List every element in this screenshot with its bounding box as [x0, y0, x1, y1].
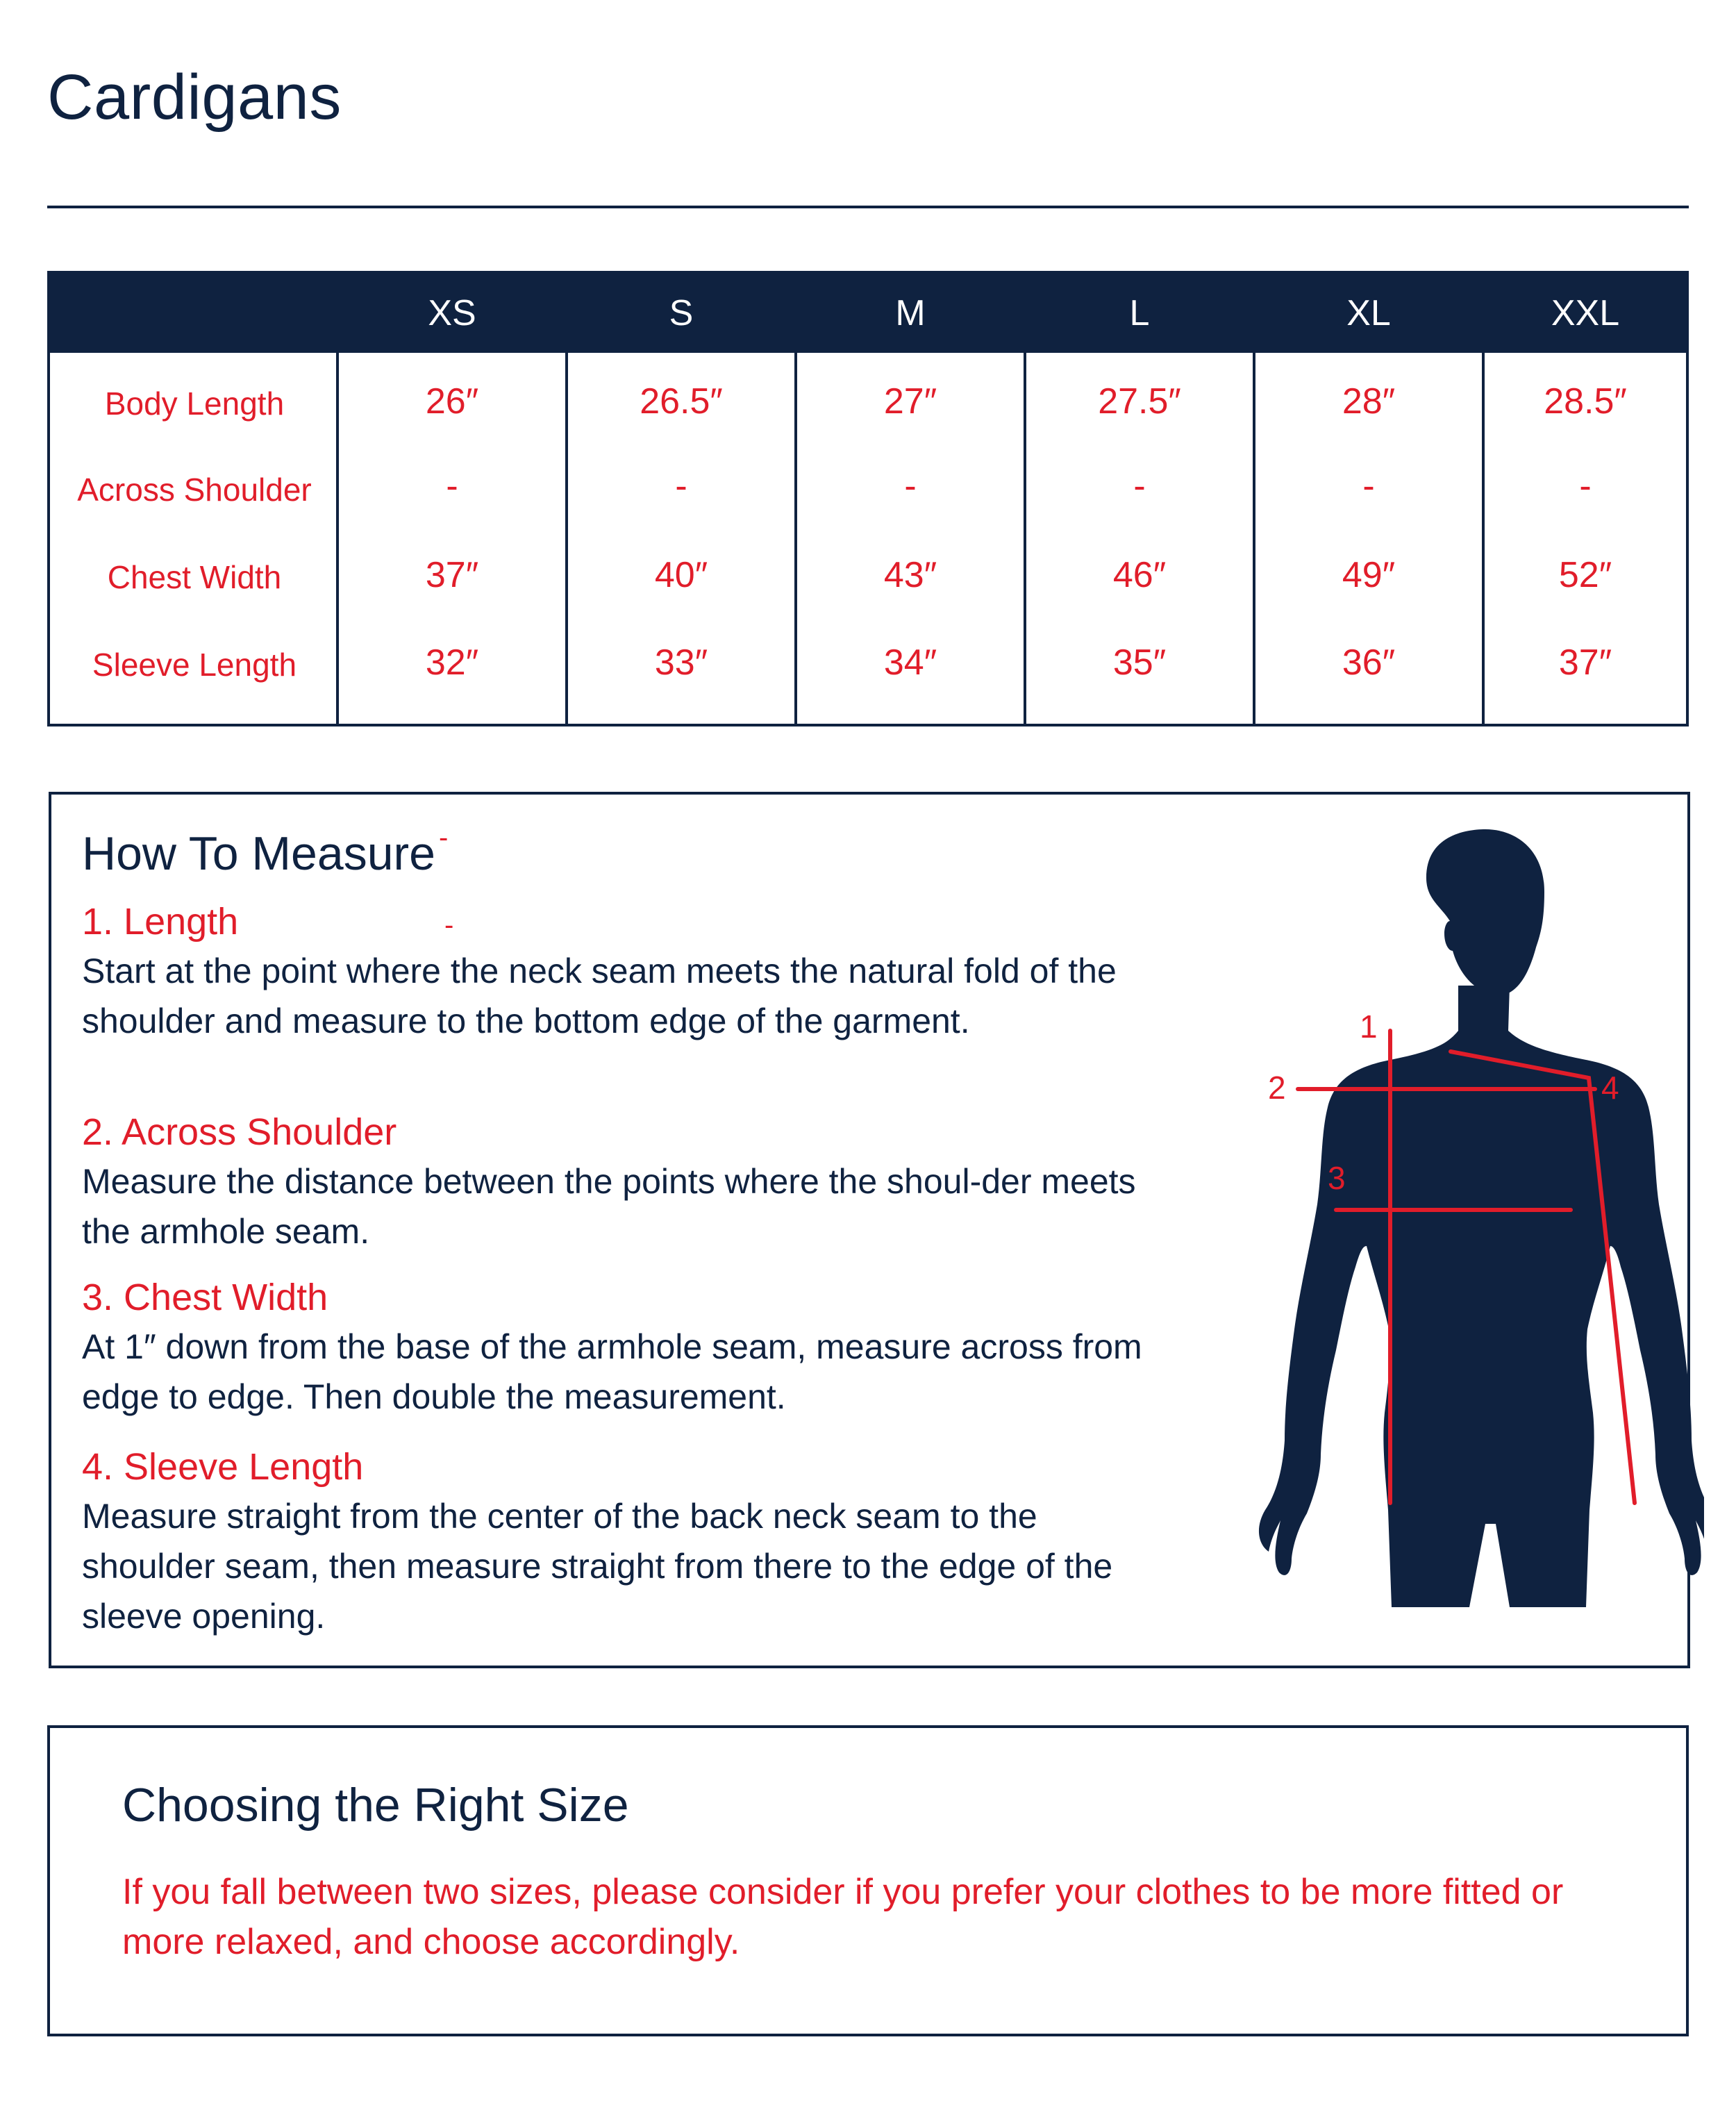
- size-chart-table: [47, 271, 1689, 726]
- table-cell: 52″: [1558, 555, 1612, 595]
- row-label-across-shoulder: Across Shoulder: [77, 472, 312, 508]
- size-header-xxl: XXL: [1551, 293, 1620, 333]
- step-heading-sleeve-length: 4. Sleeve Length: [82, 1446, 364, 1488]
- choosing-size-panel: [47, 1725, 1689, 2036]
- table-cell: 28″: [1342, 381, 1396, 422]
- marker-4: 4: [1601, 1070, 1619, 1106]
- table-cell: 43″: [883, 555, 937, 595]
- row-label-body-length: Body Length: [104, 385, 285, 422]
- step-heading-length: 1. Length: [82, 901, 239, 942]
- table-cell: 34″: [883, 642, 937, 683]
- table-cell: 26″: [425, 381, 479, 422]
- how-to-measure-title: How To Measure: [82, 827, 435, 880]
- table-cell: 27.5″: [1098, 381, 1181, 422]
- choosing-size-title: Choosing the Right Size: [122, 1779, 629, 1832]
- table-cell: 26.5″: [640, 381, 723, 422]
- row-label-chest-width: Chest Width: [107, 559, 282, 595]
- choosing-size-text: If you fall between two sizes, please consider if you prefer your clothes to be more fitted or more relaxed, and choose accordingly.: [122, 1872, 1564, 1962]
- row-label-sleeve-length: Sleeve Length: [92, 647, 297, 683]
- title-divider: [47, 206, 1689, 208]
- table-cell: 46″: [1112, 555, 1167, 595]
- step-text-length: Start at the point where the neck seam meets the natural fold of the shoulder and measure to the bottom edge of the garment.: [82, 952, 1117, 1040]
- marker-3: 3: [1328, 1160, 1346, 1196]
- body-silhouette-icon: [1259, 829, 1704, 1607]
- size-header-l: L: [1129, 293, 1150, 333]
- size-header-xl: XL: [1346, 293, 1391, 333]
- step-text-across-shoulder: Measure the distance between the points where the shoul-der meets the armhole seam.: [82, 1162, 1136, 1251]
- table-cell: 33″: [654, 642, 708, 683]
- table-cell: -: [675, 466, 687, 506]
- measurement-figure: [1218, 829, 1704, 1635]
- marker-1: 1: [1360, 1008, 1378, 1045]
- step-text-sleeve-length: Measure straight from the center of the back neck seam to the shoulder seam, then measure straight from there to the edge of the sleeve opening.: [82, 1497, 1113, 1636]
- stray-mark: -: [439, 822, 449, 853]
- size-header-s: S: [669, 293, 694, 333]
- table-cell: -: [1133, 466, 1146, 506]
- step-heading-chest-width: 3. Chest Width: [82, 1277, 328, 1318]
- table-header-row: [50, 274, 1686, 353]
- marker-2: 2: [1268, 1070, 1286, 1106]
- table-cell: 37″: [425, 555, 479, 595]
- table-cell: -: [1362, 466, 1375, 506]
- size-header-m: M: [895, 293, 926, 333]
- table-cell: 27″: [883, 381, 937, 422]
- table-cell: -: [1579, 466, 1592, 506]
- table-cell: 32″: [425, 642, 479, 683]
- table-cell: 37″: [1558, 642, 1612, 683]
- table-cell: -: [904, 466, 917, 506]
- size-header-xs: XS: [428, 293, 476, 333]
- table-cell: 49″: [1342, 555, 1396, 595]
- page-title: Cardigans: [47, 62, 342, 133]
- table-cell: 35″: [1112, 642, 1167, 683]
- stray-mark: -: [444, 910, 454, 940]
- table-cell: 28.5″: [1544, 381, 1627, 422]
- table-cell: 36″: [1342, 642, 1396, 683]
- table-cell: -: [446, 466, 458, 506]
- step-heading-across-shoulder: 2. Across Shoulder: [82, 1111, 397, 1153]
- step-text-chest-width: At 1″ down from the base of the armhole seam, measure across from edge to edge. Then double the measurement.: [82, 1327, 1142, 1416]
- table-cell: 40″: [654, 555, 708, 595]
- how-to-measure-panel: [49, 792, 1690, 1668]
